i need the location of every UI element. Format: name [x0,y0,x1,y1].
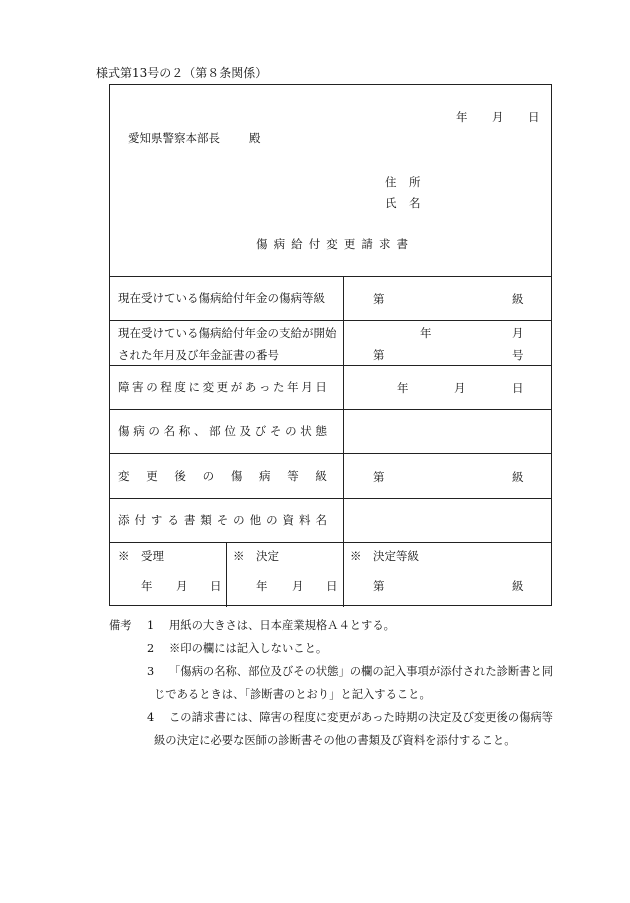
decision-day: 日 [326,579,338,593]
change-date-day: 日 [512,381,524,395]
note-text-continued: 級の決定に必要な医師の診断書その他の書類及び資料を添付すること。 [154,734,516,747]
address-label-1: 住 [385,175,397,189]
note-text: ※印の欄には記入しないこと。 [169,642,328,655]
new-grade-prefix: 第 [373,470,385,484]
receipt-year: 年 [141,579,153,593]
change-date-month: 月 [454,381,466,395]
name-label-1: 氏 [385,196,397,210]
note-number: 3 [147,665,155,678]
notes-heading: 備考 [109,619,132,632]
date-year: 年 [456,110,468,124]
row-new-grade-label: 変 更 後 の 傷 病 等 級 [118,468,327,483]
date-day: 日 [528,110,540,124]
honorific: 殿 [249,131,261,145]
form-number: 様式第13号の２（第８条関係） [96,66,268,80]
decision-year: 年 [256,579,268,593]
certificate-suffix: 号 [512,348,524,362]
row-change-date-label: 障 害 の 程 度 に 変 更 が あ っ た 年 月 日 [118,380,327,394]
note-text: 「傷病の名称、部位及びその状態」の欄の記入事項が添付された診断書と同 [169,665,554,678]
decided-grade-prefix: 第 [373,579,385,593]
rule [110,320,551,321]
name-label-2: 名 [409,196,421,210]
certificate-prefix: 第 [373,348,385,362]
payment-start-year: 年 [420,326,432,340]
rule [110,542,551,543]
note-text: この請求書には、障害の程度に変更があった時期の決定及び変更後の傷病等 [169,711,553,724]
form-title: 傷 病 給 付 変 更 請 求 書 [256,237,408,251]
notes-section [109,614,579,752]
receipt-day: 日 [210,579,222,593]
note-number: 4 [147,711,155,724]
current-grade-suffix: 級 [512,292,524,306]
decision-label: ※ 決定 [233,549,279,563]
form-frame [109,84,552,606]
decided-grade-suffix: 級 [512,579,524,593]
note-text: 用紙の大きさは、日本産業規格Ａ４とする。 [169,619,395,632]
addressee: 愛知県警察本部長 [128,131,220,145]
row-current-grade-label: 現在受けている傷病給付年金の傷病等級 [118,291,325,305]
change-date-year: 年 [397,381,409,395]
payment-start-month: 月 [512,326,524,340]
column-divider [226,542,227,607]
receipt-month: 月 [176,579,188,593]
current-grade-prefix: 第 [373,292,385,306]
payment-start-label-2: された年月及び年金証書の番号 [118,348,279,362]
address-label-2: 所 [409,175,421,189]
date-month: 月 [492,110,504,124]
row-attachments-label: 添 付 す る 書 類 そ の 他 の 資 料 名 [118,513,327,527]
receipt-label: ※ 受理 [118,549,164,563]
decision-month: 月 [292,579,304,593]
note-number: 2 [147,642,155,655]
payment-start-label-1: 現在受けている傷病給付年金の支給が開始 [118,326,337,340]
row-injury-name-label: 傷 病 の 名 称 、 部 位 及 び そ の 状 態 [118,424,327,438]
note-text-continued: じであるときは、「診断書のとおり」と記入すること。 [154,688,431,701]
new-grade-suffix: 級 [512,470,524,484]
note-number: 1 [147,619,155,632]
decided-grade-label: ※ 決定等級 [350,549,419,563]
column-divider [343,276,344,607]
